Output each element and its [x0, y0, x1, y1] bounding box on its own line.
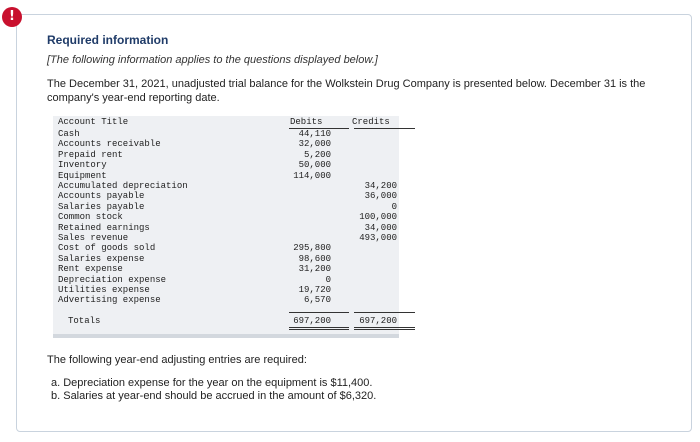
row-debit: 114,000 [293, 170, 331, 181]
row-account: Accounts payable [58, 191, 145, 202]
table-row [53, 139, 399, 150]
row-account: Cash [58, 129, 80, 139]
row-account: Sales revenue [58, 233, 129, 243]
table-row [53, 264, 399, 275]
adjusting-entry-a: a. Depreciation expense for the year on the equipment is $11,400. [51, 377, 373, 389]
row-account: Prepaid rent [58, 149, 123, 160]
row-debit: 0 [325, 274, 331, 285]
table-header-row [53, 117, 399, 128]
row-credit: 34,200 [364, 181, 397, 191]
row-account: Salaries payable [58, 201, 145, 212]
row-debit: 6,570 [303, 295, 331, 306]
row-account: Retained earnings [58, 222, 150, 233]
row-debit: 32,000 [298, 139, 331, 150]
table-row [53, 275, 399, 286]
row-account: Cost of goods sold [58, 243, 156, 254]
adjusting-entries-intro: The following year-end adjusting entries are required: [47, 354, 307, 366]
header-credits: Credits [352, 117, 390, 127]
row-account: Utilities expense [58, 285, 150, 295]
table-row [53, 254, 399, 265]
row-debit: 295,800 [293, 243, 331, 254]
trial-balance-table [53, 116, 399, 338]
row-debit: 19,720 [298, 285, 331, 295]
row-credit: 100,000 [359, 212, 397, 223]
row-credit: 493,000 [359, 233, 397, 243]
table-row [53, 285, 399, 296]
row-account: Common stock [58, 212, 123, 223]
row-account: Accumulated depreciation [58, 181, 188, 191]
row-account: Advertising expense [58, 295, 161, 306]
row-debit: 98,600 [298, 253, 331, 264]
table-row [53, 202, 399, 213]
table-row [53, 243, 399, 254]
row-debit: 5,200 [303, 149, 331, 160]
table-row [53, 160, 399, 171]
table-row [53, 191, 399, 202]
debits-total-double-underline [289, 327, 349, 330]
row-account: Inventory [58, 160, 107, 171]
row-account: Depreciation expense [58, 274, 167, 285]
row-debit: 44,110 [298, 129, 331, 139]
credits-total-double-underline [354, 327, 415, 330]
alert-icon: ! [2, 7, 22, 27]
table-row [53, 233, 399, 244]
totals-row [53, 316, 399, 327]
table-row [53, 150, 399, 161]
row-credit: 36,000 [364, 191, 397, 202]
table-row [53, 212, 399, 223]
row-account: Accounts receivable [58, 139, 161, 150]
totals-credit: 697,200 [359, 316, 397, 326]
debits-total-underline [289, 312, 349, 313]
row-account: Equipment [58, 170, 107, 181]
row-account: Salaries expense [58, 253, 145, 264]
header-account-title: Account Title [58, 117, 129, 127]
row-credit: 0 [391, 201, 397, 212]
table-bottom-bar [53, 334, 399, 338]
row-debit: 50,000 [298, 160, 331, 171]
row-account: Rent expense [58, 264, 123, 275]
info-card [16, 14, 692, 432]
table-row [53, 129, 399, 140]
table-row [53, 171, 399, 182]
subnote: [The following information applies to the questions displayed below.] [47, 54, 378, 66]
totals-debit: 697,200 [293, 316, 331, 326]
intro-text: The December 31, 2021, unadjusted trial balance for the Wolkstein Drug Company is presented below. December 31 is the company's year-end reporting date. [47, 78, 646, 104]
credits-total-underline [354, 312, 415, 313]
table-row [53, 223, 399, 234]
table-row [53, 181, 399, 192]
totals-label: Totals [68, 316, 101, 326]
row-credit: 34,000 [364, 222, 397, 233]
header-debits: Debits [290, 117, 323, 127]
adjusting-entry-b: b. Salaries at year-end should be accrued in the amount of $6,320. [51, 390, 377, 402]
table-row [53, 295, 399, 306]
row-debit: 31,200 [298, 264, 331, 275]
heading: Required information [47, 33, 169, 47]
